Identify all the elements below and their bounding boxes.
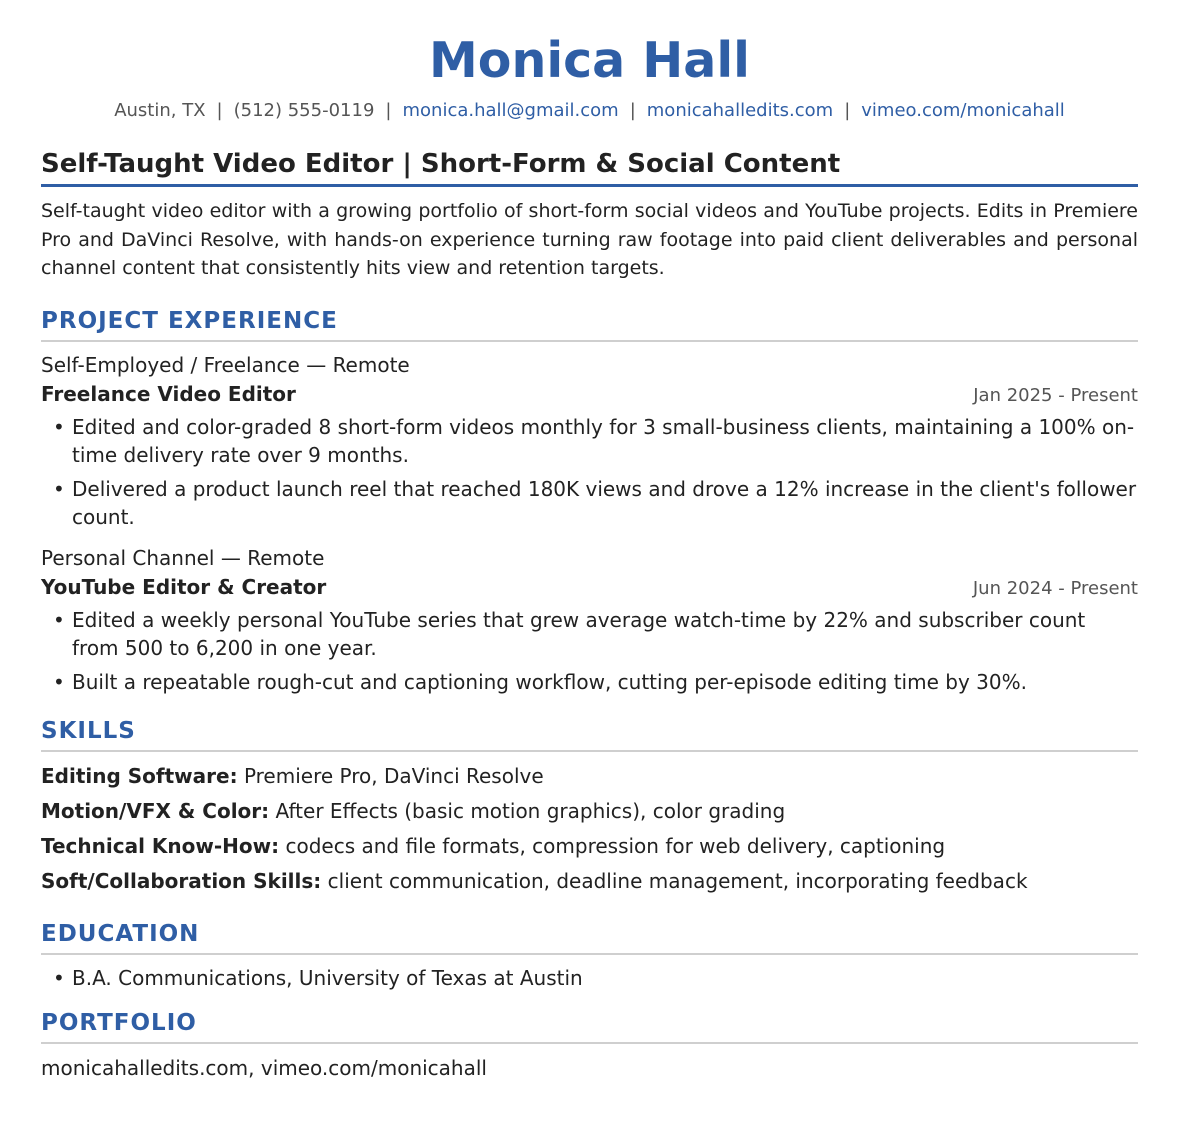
entry-dates: Jan 2025 - Present — [973, 384, 1138, 406]
skill-value: client communication, deadline management, incorporating feedback — [327, 869, 1028, 893]
skill-value: After Effects (basic motion graphics), color grading — [275, 799, 786, 823]
separator: | — [629, 100, 636, 121]
experience-entry — [41, 544, 1138, 697]
bullet-icon: • — [53, 607, 65, 632]
entry-organization: Personal Channel — Remote — [41, 545, 325, 570]
list-item — [41, 606, 1138, 663]
section-divider — [41, 1042, 1138, 1044]
list-item — [41, 668, 1138, 697]
entry-dates: Jun 2024 - Present — [972, 577, 1138, 599]
skill-row — [41, 759, 1138, 794]
email-link[interactable]: monica.hall@gmail.com — [402, 100, 619, 121]
separator: | — [385, 100, 392, 121]
separator: | — [844, 100, 851, 121]
summary-paragraph: Self-taught video editor with a growing portfolio of short-form social videos and YouTube projects. Edits in Premiere Pro and DaVinci Resolve, with hands-on experience turning raw footage into paid client deliverables and personal channel content that consistently hits view and retention targets. — [41, 200, 1138, 279]
entry-bullets — [41, 606, 1138, 697]
section-divider — [41, 953, 1138, 955]
education-list — [41, 964, 1138, 993]
section-divider — [41, 340, 1138, 342]
skill-label: Soft/Collaboration Skills: — [41, 869, 322, 893]
bullet-icon: • — [53, 414, 65, 439]
entry-role-row — [41, 573, 1138, 602]
bullet-text: Edited a weekly personal YouTube series that grew average watch-time by 22% and subscriber count from 500 to 6,200 in one year. — [72, 607, 1086, 660]
experience-section — [41, 305, 1138, 697]
portfolio-section — [41, 1007, 1138, 1082]
entry-role-row — [41, 380, 1138, 409]
experience-entry — [41, 351, 1138, 532]
portfolio-links: monicahalledits.com, vimeo.com/monicahall — [41, 1055, 487, 1080]
skill-value: Premiere Pro, DaVinci Resolve — [243, 764, 544, 788]
skill-label: Motion/VFX & Color: — [41, 799, 270, 823]
entry-role: YouTube Editor & Creator — [41, 574, 327, 599]
section-title-skills: SKILLS — [41, 718, 136, 744]
bullet-icon: • — [53, 966, 65, 990]
bullet-icon: • — [53, 476, 65, 501]
section-title-experience: PROJECT EXPERIENCE — [41, 307, 338, 334]
entry-organization: Self-Employed / Freelance — Remote — [41, 352, 410, 377]
phone: (512) 555-0119 — [233, 100, 375, 121]
section-title-portfolio: PORTFOLIO — [41, 1009, 197, 1036]
bullet-text: Delivered a product launch reel that reached 180K views and drove a 12% increase in the client's follower count. — [72, 476, 1137, 529]
skill-row — [41, 829, 1138, 864]
list-item — [41, 475, 1138, 532]
education-section — [41, 918, 1138, 993]
list-item — [41, 413, 1138, 470]
education-item: B.A. Communications, University of Texas at Austin — [72, 966, 583, 990]
headline-divider — [41, 184, 1138, 187]
skills-section — [41, 715, 1138, 899]
bullet-text: Built a repeatable rough-cut and captioning workflow, cutting per-episode editing time by 30%. — [72, 669, 1027, 694]
bullet-text: Edited and color-graded 8 short-form videos monthly for 3 small-business clients, maintaining a 100% on-time delivery rate over 9 months. — [72, 414, 1135, 467]
entry-bullets — [41, 413, 1138, 532]
skill-label: Editing Software: — [41, 764, 238, 788]
skill-row — [41, 864, 1138, 899]
candidate-name: Monica Hall — [429, 32, 750, 89]
section-divider — [41, 750, 1138, 752]
skills-list — [41, 759, 1138, 899]
contact-line — [41, 100, 1138, 124]
list-item — [41, 964, 1138, 993]
bullet-icon: • — [53, 669, 65, 694]
skill-value: codecs and file formats, compression for web delivery, captioning — [285, 834, 946, 858]
professional-headline: Self-Taught Video Editor | Short-Form & Social Content — [41, 149, 841, 179]
vimeo-link[interactable]: vimeo.com/monicahall — [861, 100, 1065, 121]
separator: | — [216, 100, 223, 121]
entry-role: Freelance Video Editor — [41, 381, 296, 406]
section-title-education: EDUCATION — [41, 921, 200, 947]
skill-label: Technical Know-How: — [41, 834, 280, 858]
location: Austin, TX — [114, 100, 206, 121]
skill-row — [41, 794, 1138, 829]
website-link[interactable]: monicahalledits.com — [646, 100, 834, 121]
